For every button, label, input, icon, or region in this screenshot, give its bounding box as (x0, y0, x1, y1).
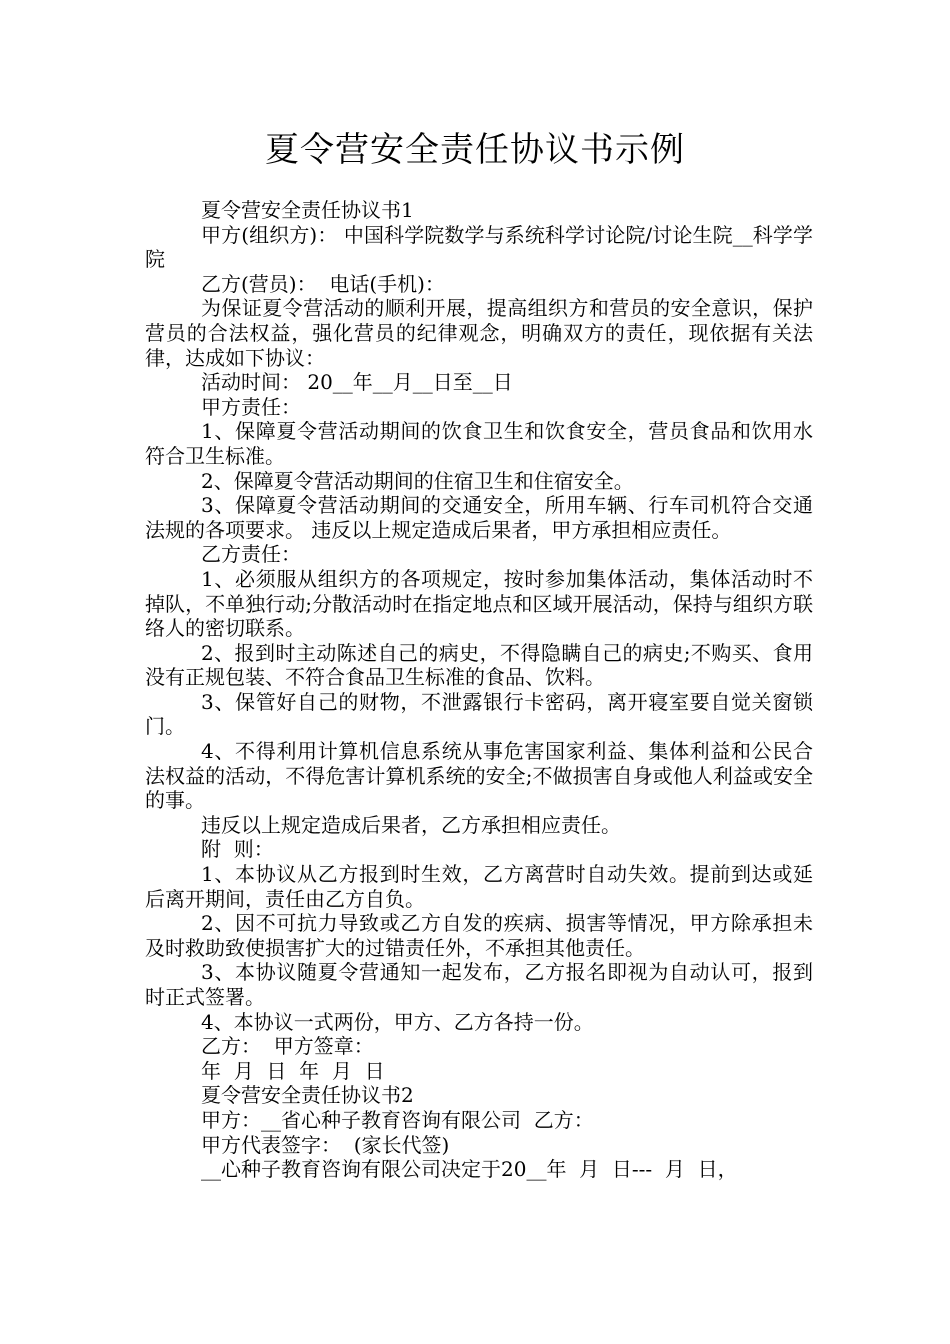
party-b-duties-heading: 乙方责任： (201, 542, 301, 567)
party-b-duty-4: 4、不得利用计算机信息系统从事危害国家利益、集体利益和公民合法权益的活动，不得危害计算机系统的安全;不做损害自身或他人利益或安全的事。 (145, 739, 813, 813)
party-b-line: 乙方(营员)： 电话(手机)： (201, 271, 445, 296)
party-a-duty-2: 2、保障夏令营活动期间的住宿卫生和住宿安全。 (201, 468, 634, 493)
date-line: 年 月 日 年 月 日 (201, 1058, 385, 1083)
party-a-duty-3: 3、保障夏令营活动期间的交通安全，所用车辆、行车司机符合交通法规的各项要求。 违反以上规定造成后果者，甲方承担相应责任。 (145, 493, 813, 542)
appendix-item-3: 3、本协议随夏令营通知一起发布，乙方报名即视为自动认可，报到时正式签署。 (145, 960, 813, 1009)
company-decision-line: __心种子教育咨询有限公司决定于20__年 月 日--- 月 日， (201, 1157, 738, 1182)
representative-signature-line: 甲方代表签字： (家长代签) (201, 1132, 450, 1157)
party-b-duty-3: 3、保管好自己的财物，不泄露银行卡密码，离开寝室要自觉关窗锁门。 (145, 689, 813, 739)
party-a-duties-heading: 甲方责任： (201, 394, 301, 419)
section-heading-2: 夏令营安全责任协议书2 (201, 1083, 414, 1108)
party-a-duty-1: 1、保障夏令营活动期间的饮食卫生和饮食安全，营员食品和饮用水符合卫生标准。 (145, 419, 813, 468)
intro-paragraph: 为保证夏令营活动的顺利开展，提高组织方和营员的安全意识，保护营员的合法权益，强化营员的纪律观念，明确双方的责任，现依据有关法律，达成如下协议： (145, 296, 813, 370)
appendix-heading: 附 则： (201, 837, 274, 862)
party-b-duty-2: 2、报到时主动陈述自己的病史，不得隐瞒自己的病史;不购买、食用没有正规包装、不符合食品卫生标准的食品、饮料。 (145, 640, 813, 690)
party-b-liability: 违反以上规定造成后果者，乙方承担相应责任。 (201, 812, 621, 837)
appendix-item-2: 2、因不可抗力导致或乙方自发的疾病、损害等情况，甲方除承担未及时救助致使损害扩大的过错责任外，不承担其他责任。 (145, 911, 813, 960)
party-line-2: 甲方：__省心种子教育咨询有限公司 乙方： (201, 1107, 594, 1132)
activity-time: 活动时间： 20__年__月__日至__日 (201, 370, 513, 395)
party-a-line: 甲方(组织方)： 中国科学院数学与系统科学讨论院/讨论生院__科学学院 (145, 222, 813, 272)
appendix-item-4: 4、本协议一式两份，甲方、乙方各持一份。 (201, 1009, 594, 1034)
document-title: 夏令营安全责任协议书示例 (265, 130, 685, 170)
signature-line: 乙方： 甲方签章： (201, 1034, 374, 1059)
appendix-item-1: 1、本协议从乙方报到时生效，乙方离营时自动失效。提前到达或延后离开期间，责任由乙方自负。 (145, 862, 813, 911)
party-b-duty-1: 1、必须服从组织方的各项规定，按时参加集体活动，集体活动时不掉队，不单独行动;分散活动时在指定地点和区域开展活动，保持与组织方联络人的密切联系。 (145, 566, 813, 641)
document-body (145, 198, 813, 1182)
section-heading-1: 夏令营安全责任协议书1 (201, 198, 414, 222)
